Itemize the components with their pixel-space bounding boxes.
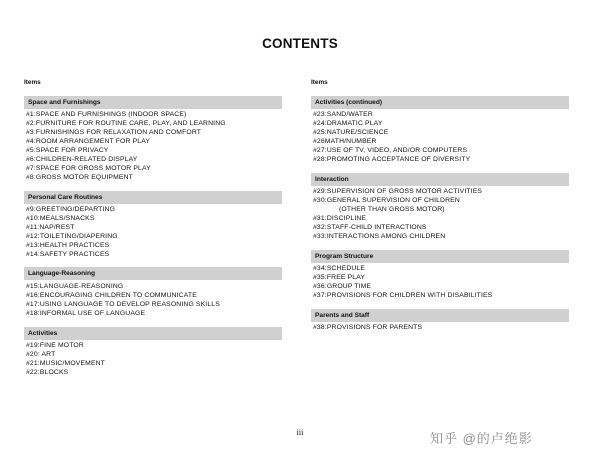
section-heading-activities: Activities [24,327,282,340]
section-heading-activities-continued: Activities (continued) [311,96,569,109]
toc-entry-17[interactable]: #17:USING LANGUAGE TO DEVELOP REASONING SKILLS [26,301,220,308]
toc-entry-24[interactable]: #24:DRAMATIC PLAY [313,120,383,127]
toc-entry-15[interactable]: #15:LANGUAGE-REASONING [26,283,124,290]
items-label: Items [24,79,41,86]
section-heading-interaction: Interaction [311,173,569,186]
toc-entry-18[interactable]: #18:INFORMAL USE OF LANGUAGE [26,310,146,317]
toc-entry-26[interactable]: #26MATH/NUMBER [313,138,377,145]
toc-entry-12[interactable]: #12:TOILETING/DIAPERING [26,233,118,240]
toc-entry-32[interactable]: #32:STAFF-CHILD INTERACTIONS [313,224,427,231]
toc-entry-3[interactable]: #3:FURNISHINGS FOR RELAXATION AND COMFORT [26,129,202,136]
toc-entry-21[interactable]: #21:MUSIC/MOVEMENT [26,360,105,367]
toc-entry-34[interactable]: #34:SCHEDULE [313,265,366,272]
toc-entry-36[interactable]: #36:GROUP TIME [313,283,372,290]
toc-entry-5[interactable]: #5:SPACE FOR PRIVACY [26,147,109,154]
toc-entry-35[interactable]: #35:FREE PLAY [313,274,366,281]
section-heading-program-structure: Program Structure [311,250,569,263]
toc-entry-9[interactable]: #9:GREETING/DEPARTING [26,206,116,213]
page-title: CONTENTS [262,36,338,51]
section-heading-parents-and-staff: Parents and Staff [311,309,569,322]
toc-entry-29[interactable]: #29:SUPERVISION OF GROSS MOTOR ACTIVITIES [313,188,483,195]
toc-entry-30-continuation[interactable]: (OTHER THAN GROSS MOTOR) [339,206,445,213]
toc-entry-37[interactable]: #37:PROVISIONS FOR CHILDREN WITH DISABILITIES [313,292,493,299]
toc-entry-11[interactable]: #11:NAP/REST [26,224,75,231]
toc-entry-20[interactable]: #20: ART [26,351,56,358]
toc-entry-4[interactable]: #4:ROOM ARRANGEMENT FOR PLAY [26,138,151,145]
toc-entry-30[interactable]: #30:GENERAL SUPERVISION OF CHILDREN [313,197,460,204]
toc-entry-2[interactable]: #2:FURNITURE FOR ROUTINE CARE, PLAY, AND LEARNING [26,120,226,127]
toc-entry-13[interactable]: #13:HEALTH PRACTICES [26,242,110,249]
toc-entry-22[interactable]: #22:BLOCKS [26,369,69,376]
toc-entry-7[interactable]: #7:SPACE FOR GROSS MOTOR PLAY [26,165,151,172]
section-heading-space-and-furnishings: Space and Furnishings [24,96,282,109]
toc-entry-19[interactable]: #19:FINE MOTOR [26,342,84,349]
toc-entry-31[interactable]: #31:DISCIPLINE [313,215,367,222]
items-label: Items [311,79,328,86]
toc-entry-28[interactable]: #28:PROMOTING ACCEPTANCE OF DIVERSITY [313,156,471,163]
toc-entry-10[interactable]: #10:MEALS/SNACKS [26,215,95,222]
section-heading-language-reasoning: Language-Reasoning [24,267,282,280]
toc-entry-25[interactable]: #25:NATURE/SCIENCE [313,129,389,136]
page-number: iii [296,428,304,437]
watermark: 知乎 @的卢绝影 [430,431,533,446]
section-heading-personal-care-routines: Personal Care Routines [24,191,282,204]
toc-entry-6[interactable]: #6:CHILDREN-RELATED DISPLAY [26,156,138,163]
toc-entry-16[interactable]: #16:ENCOURAGING CHILDREN TO COMMUNICATE [26,292,197,299]
toc-entry-14[interactable]: #14:SAFETY PRACTICES [26,251,110,258]
toc-entry-38[interactable]: #38:PROVISIONS FOR PARENTS [313,324,423,331]
toc-entry-8[interactable]: #8:GROSS MOTOR EQUIPMENT [26,174,133,181]
toc-entry-27[interactable]: #27:USE OF TV, VIDEO, AND/OR COMPUTERS [313,147,468,154]
toc-entry-23[interactable]: #23:SAND/WATER [313,111,373,118]
toc-entry-1[interactable]: #1:SPACE AND FURNISHINGS (INDOOR SPACE) [26,111,187,118]
toc-entry-33[interactable]: #33:INTERACTIONS AMONG CHILDREN [313,233,446,240]
